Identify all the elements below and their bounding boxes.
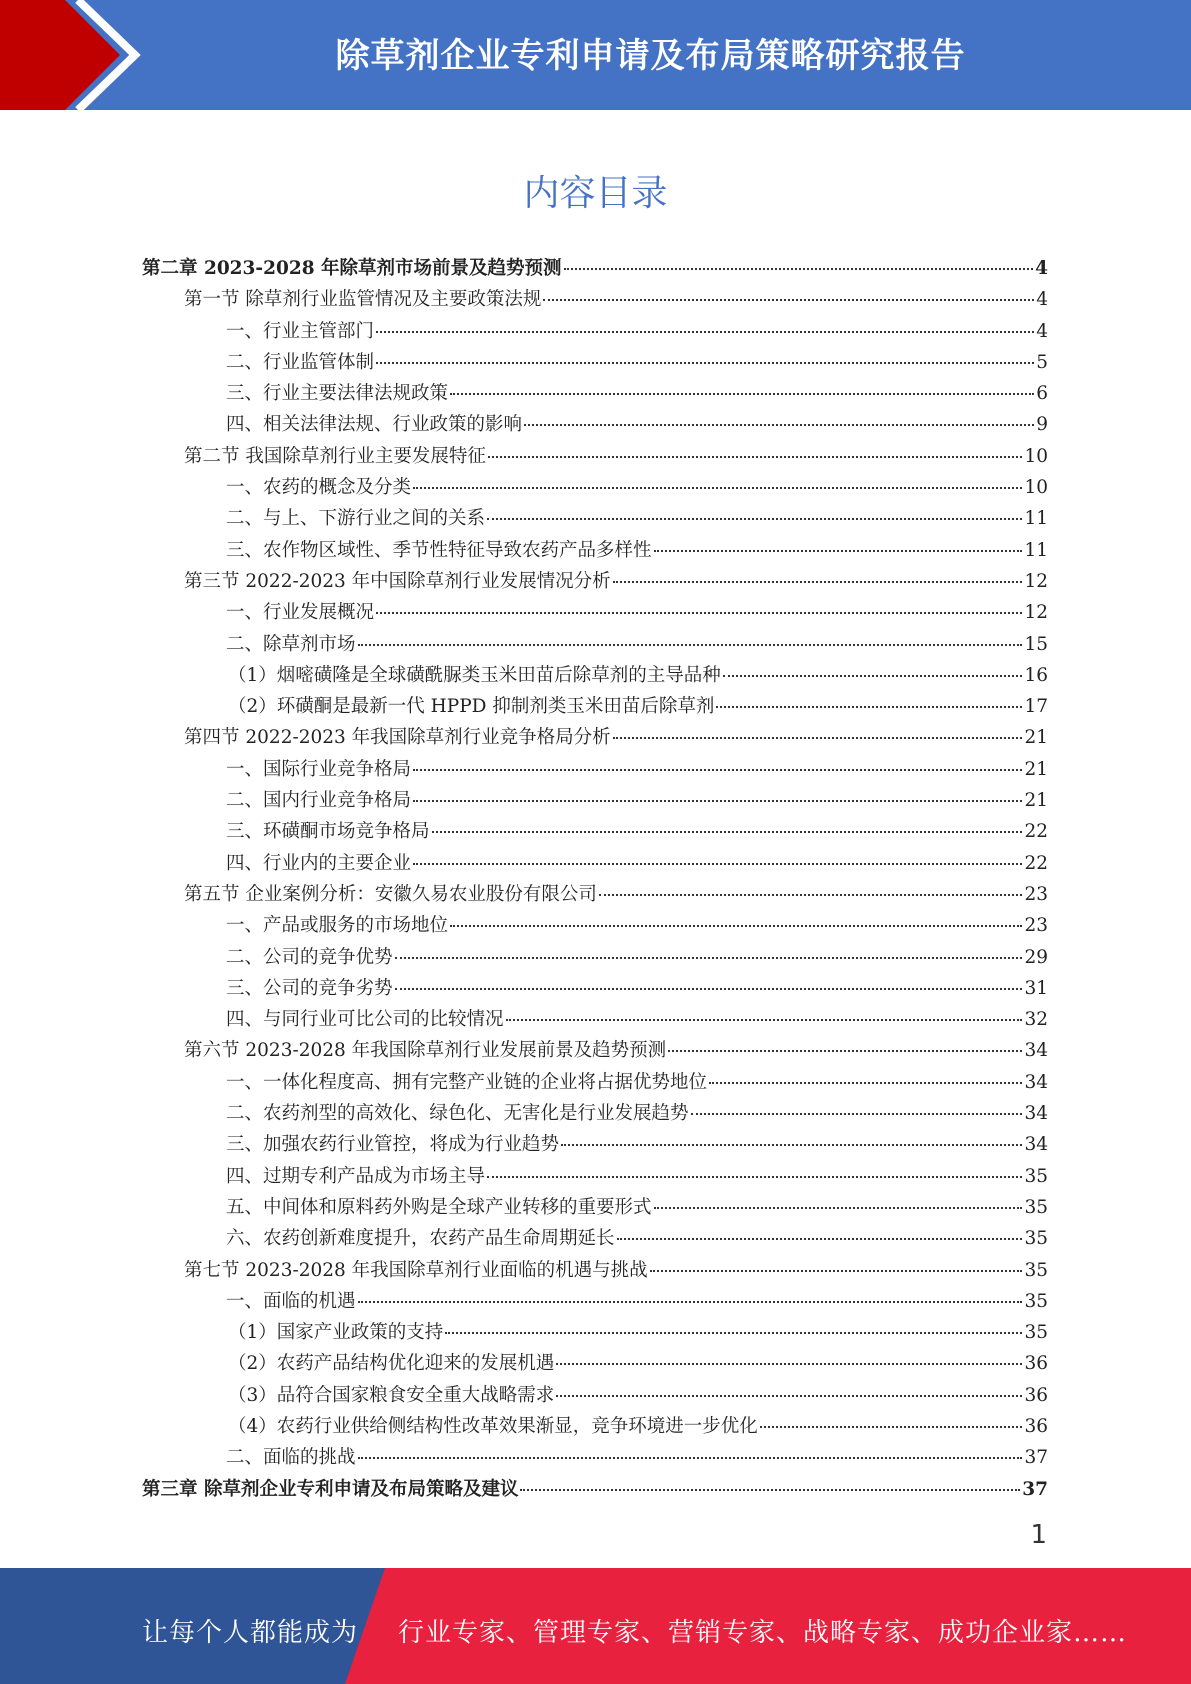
toc-entry-page: 6 (1036, 383, 1048, 405)
toc-entry-page: 15 (1024, 633, 1048, 655)
toc-entry-title: 二、面临的挑战 (226, 1447, 356, 1469)
toc-entry-page: 11 (1024, 539, 1048, 561)
toc-entry-title: 第一节 除草剂行业监管情况及主要政策法规 (184, 289, 542, 311)
toc-subsection-entry[interactable] (142, 630, 1048, 661)
toc-chapter-entry[interactable] (142, 254, 1048, 285)
toc-entry-title: （1）烟嘧磺隆是全球磺酰脲类玉米田苗后除草剂的主导品种 (228, 664, 721, 686)
toc-subsection-entry[interactable] (142, 1130, 1048, 1161)
table-of-contents (142, 254, 1048, 1506)
footer-slogan-left: 让每个人都能成为 (142, 1618, 359, 1648)
dot-leader (506, 1019, 1023, 1021)
toc-entry-title: 第二章 2023-2028 年除草剂市场前景及趋势预测 (142, 258, 562, 279)
toc-entry-title: 二、农药剂型的高效化、绿色化、无害化是行业发展趋势 (226, 1103, 689, 1125)
toc-entry-title: 四、与同行业可比公司的比较情况 (226, 1009, 504, 1031)
toc-subsection-entry[interactable] (142, 1381, 1048, 1412)
toc-subsection-entry[interactable] (142, 1005, 1048, 1036)
toc-entry-title: 第六节 2023-2028 年我国除草剂行业发展前景及趋势预测 (184, 1040, 667, 1062)
dot-leader (599, 894, 1023, 896)
toc-section-entry[interactable] (142, 442, 1048, 473)
toc-entry-page: 21 (1024, 790, 1048, 812)
toc-entry-title: 第七节 2023-2028 年我国除草剂行业面临的机遇与挑战 (184, 1259, 648, 1281)
toc-entry-title: 三、行业主要法律法规政策 (226, 383, 449, 405)
toc-entry-title: 二、国内行业竞争格局 (226, 790, 412, 812)
toc-heading: 内容目录 (523, 173, 668, 214)
toc-subsection-entry[interactable] (142, 1443, 1048, 1474)
dot-leader (413, 487, 1022, 489)
toc-entry-page: 29 (1024, 946, 1048, 968)
toc-entry-title: （3）品符合国家粮食安全重大战略需求 (228, 1384, 555, 1406)
toc-subsection-entry[interactable] (142, 974, 1048, 1005)
dot-leader (654, 1207, 1023, 1209)
toc-subsection-entry[interactable] (142, 1193, 1048, 1224)
toc-subsection-entry[interactable] (142, 692, 1048, 723)
toc-subsection-entry[interactable] (142, 536, 1048, 567)
toc-subsection-entry[interactable] (142, 911, 1048, 942)
report-title: 除草剂企业专利申请及布局策略研究报告 (335, 36, 966, 76)
toc-entry-page: 32 (1024, 1009, 1048, 1031)
toc-entry-page: 4 (1036, 289, 1048, 311)
toc-entry-title: 一、产品或服务的市场地位 (226, 915, 449, 937)
dot-leader (450, 393, 1034, 395)
toc-entry-title: 四、过期专利产品成为市场主导 (226, 1165, 486, 1187)
dot-leader (413, 769, 1022, 771)
toc-entry-title: （1）国家产业政策的支持 (228, 1322, 444, 1344)
toc-entry-page: 16 (1024, 664, 1048, 686)
toc-entry-title: 二、行业监管体制 (226, 351, 375, 373)
toc-entry-title: 五、中间体和原料药外购是全球产业转移的重要形式 (226, 1196, 652, 1218)
dot-leader (445, 1332, 1022, 1334)
page-number: 1 (1030, 1520, 1047, 1550)
toc-entry-title: 三、公司的竞争劣势 (226, 977, 393, 999)
dot-leader (450, 925, 1022, 927)
toc-entry-page: 4 (1036, 320, 1048, 342)
toc-entry-page: 10 (1024, 445, 1048, 467)
dot-leader (376, 612, 1022, 614)
toc-section-entry[interactable] (142, 880, 1048, 911)
toc-subsection-entry[interactable] (142, 1162, 1048, 1193)
toc-subsection-entry[interactable] (142, 661, 1048, 692)
dot-leader (488, 456, 1023, 458)
toc-entry-title: 三、农作物区域性、季节性特征导致农药产品多样性 (226, 539, 652, 561)
toc-entry-page: 21 (1024, 758, 1048, 780)
dot-leader (556, 1395, 1022, 1397)
dot-leader (716, 706, 1022, 708)
toc-entry-title: 第四节 2022-2023 年我国除草剂行业竞争格局分析 (184, 727, 611, 749)
toc-entry-page: 22 (1024, 821, 1048, 843)
toc-subsection-entry[interactable] (142, 1412, 1048, 1443)
toc-entry-title: 第三节 2022-2023 年中国除草剂行业发展情况分析 (184, 570, 611, 592)
toc-entry-page: 9 (1036, 414, 1048, 436)
toc-entry-title: 二、除草剂市场 (226, 633, 356, 655)
dot-leader (358, 1301, 1023, 1303)
toc-subsection-entry[interactable] (142, 1349, 1048, 1380)
toc-subsection-entry[interactable] (142, 1068, 1048, 1099)
dot-leader (413, 863, 1022, 865)
dot-leader (650, 1270, 1023, 1272)
toc-entry-title: （2）农药产品结构优化迎来的发展机遇 (228, 1353, 555, 1375)
toc-entry-title: （4）农药行业供给侧结构性改革效果渐显，竞争环境进一步优化 (228, 1415, 758, 1437)
header-banner (0, 0, 1191, 110)
toc-entry-page: 34 (1024, 1134, 1048, 1156)
toc-entry-page: 12 (1024, 602, 1048, 624)
toc-entry-title: 四、行业内的主要企业 (226, 852, 412, 874)
toc-subsection-entry[interactable] (142, 817, 1048, 848)
dot-leader (395, 988, 1023, 990)
dot-leader (413, 800, 1022, 802)
toc-section-entry[interactable] (142, 567, 1048, 598)
toc-entry-title: 四、相关法律法规、行业政策的影响 (226, 414, 523, 436)
toc-entry-title: 六、农药创新难度提升，农药产品生命周期延长 (226, 1228, 615, 1250)
toc-entry-page: 36 (1024, 1384, 1048, 1406)
toc-subsection-entry[interactable] (142, 786, 1048, 817)
dot-leader (556, 1363, 1022, 1365)
dot-leader (487, 1176, 1022, 1178)
toc-entry-page: 35 (1024, 1259, 1048, 1281)
toc-entry-page: 23 (1024, 883, 1048, 905)
toc-entry-page: 10 (1024, 477, 1048, 499)
toc-entry-title: 三、加强农药行业管控，将成为行业趋势 (226, 1134, 560, 1156)
toc-entry-title: 一、行业发展概况 (226, 602, 375, 624)
toc-section-entry[interactable] (142, 1036, 1048, 1067)
toc-entry-title: （2）环磺酮是最新一代 HPPD 抑制剂类玉米田苗后除草剂 (228, 696, 715, 718)
dot-leader (613, 737, 1023, 739)
toc-entry-title: 二、与上、下游行业之间的关系 (226, 508, 486, 530)
toc-entry-page: 17 (1024, 696, 1048, 718)
toc-subsection-entry[interactable] (142, 317, 1048, 348)
toc-entry-page: 34 (1024, 1040, 1048, 1062)
toc-section-entry[interactable] (142, 285, 1048, 316)
dot-leader (564, 268, 1034, 270)
footer-banner (0, 1568, 1191, 1684)
dot-leader (668, 1050, 1022, 1052)
toc-section-entry[interactable] (142, 1256, 1048, 1287)
toc-entry-page: 35 (1024, 1165, 1048, 1187)
toc-entry-title: 一、一体化程度高、拥有完整产业链的企业将占据优势地位 (226, 1071, 708, 1093)
toc-subsection-entry[interactable] (142, 410, 1048, 441)
toc-entry-title: 第三章 除草剂企业专利申请及布局策略及建议 (142, 1478, 519, 1500)
toc-entry-page: 22 (1024, 852, 1048, 874)
toc-subsection-entry[interactable] (142, 348, 1048, 379)
toc-entry-page: 36 (1024, 1415, 1048, 1437)
toc-entry-page: 5 (1036, 351, 1048, 373)
dot-leader (561, 1144, 1022, 1146)
toc-entry-page: 23 (1024, 915, 1048, 937)
toc-subsection-entry[interactable] (142, 849, 1048, 880)
toc-entry-page: 37 (1022, 1478, 1048, 1500)
dot-leader (376, 362, 1034, 364)
dot-leader (487, 518, 1022, 520)
toc-entry-page: 36 (1024, 1353, 1048, 1375)
dot-leader (723, 675, 1023, 677)
toc-entry-title: 一、国际行业竞争格局 (226, 758, 412, 780)
toc-entry-title: 第二节 我国除草剂行业主要发展特征 (184, 445, 486, 467)
dot-leader (432, 831, 1023, 833)
toc-entry-title: 一、农药的概念及分类 (226, 477, 412, 499)
toc-entry-page: 4 (1035, 258, 1048, 279)
toc-subsection-entry[interactable] (142, 1099, 1048, 1130)
toc-entry-page: 35 (1024, 1196, 1048, 1218)
dot-leader (760, 1426, 1023, 1428)
toc-entry-page: 21 (1024, 727, 1048, 749)
toc-entry-page: 11 (1024, 508, 1048, 530)
footer-slogan-right: 行业专家、管理专家、营销专家、战略专家、成功企业家…… (398, 1618, 1128, 1648)
toc-subsection-entry[interactable] (142, 1224, 1048, 1255)
toc-subsection-entry[interactable] (142, 755, 1048, 786)
toc-entry-page: 34 (1024, 1103, 1048, 1125)
toc-subsection-entry[interactable] (142, 943, 1048, 974)
toc-entry-title: 一、行业主管部门 (226, 320, 375, 342)
toc-entry-page: 34 (1024, 1071, 1048, 1093)
dot-leader (617, 1238, 1023, 1240)
toc-entry-title: 第五节 企业案例分析：安徽久易农业股份有限公司 (184, 883, 597, 905)
dot-leader (654, 550, 1023, 552)
dot-leader (691, 1113, 1023, 1115)
toc-entry-page: 35 (1024, 1290, 1048, 1312)
toc-entry-page: 31 (1024, 977, 1048, 999)
toc-entry-page: 12 (1024, 570, 1048, 592)
dot-leader (709, 1082, 1022, 1084)
toc-subsection-entry[interactable] (142, 1287, 1048, 1318)
toc-entry-page: 35 (1024, 1228, 1048, 1250)
toc-chapter-entry[interactable] (142, 1475, 1048, 1506)
dot-leader (358, 1457, 1023, 1459)
dot-leader (613, 581, 1023, 583)
dot-leader (376, 331, 1034, 333)
dot-leader (524, 424, 1034, 426)
dot-leader (520, 1489, 1020, 1491)
toc-subsection-entry[interactable] (142, 473, 1048, 504)
toc-section-entry[interactable] (142, 723, 1048, 754)
toc-entry-title: 二、公司的竞争优势 (226, 946, 393, 968)
toc-entry-page: 35 (1024, 1322, 1048, 1344)
dot-leader (543, 299, 1034, 301)
toc-subsection-entry[interactable] (142, 1318, 1048, 1349)
toc-subsection-entry[interactable] (142, 598, 1048, 629)
toc-subsection-entry[interactable] (142, 504, 1048, 535)
dot-leader (395, 957, 1023, 959)
toc-entry-page: 37 (1024, 1447, 1048, 1469)
dot-leader (358, 644, 1023, 646)
toc-subsection-entry[interactable] (142, 379, 1048, 410)
toc-entry-title: 一、面临的机遇 (226, 1290, 356, 1312)
toc-entry-title: 三、环磺酮市场竞争格局 (226, 821, 430, 843)
